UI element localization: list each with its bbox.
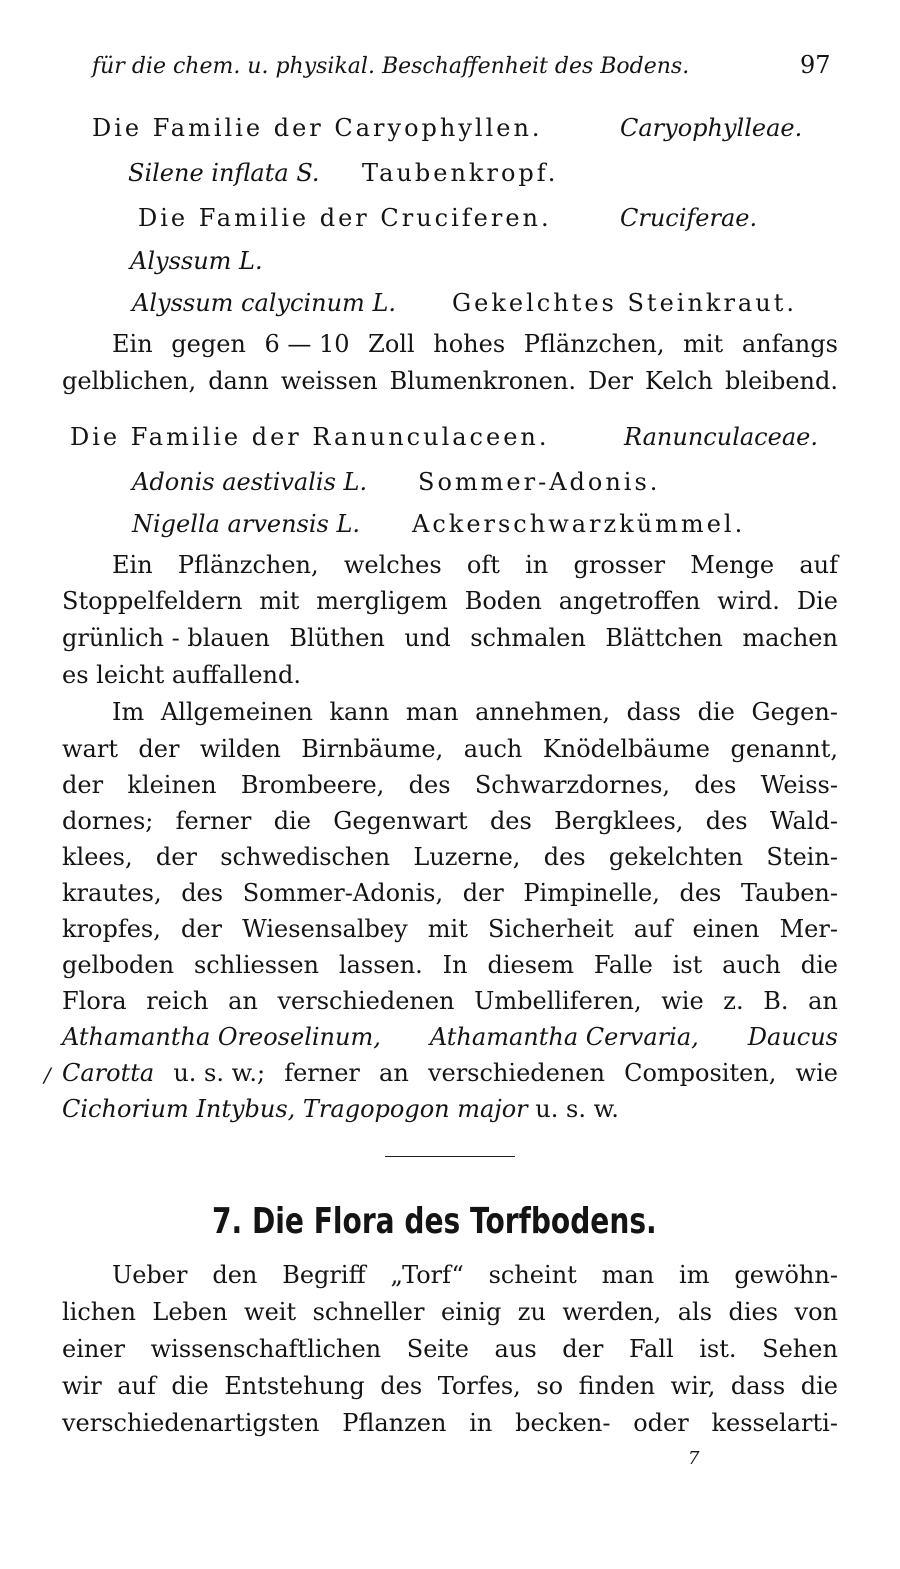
species-common-ackerschwarzkuemmel: Ackerschwarzkümmel.	[412, 510, 746, 538]
page-number: 97	[800, 51, 831, 79]
text-line: gelblichen, dann weissen Blumenkronen. Der Kelch bleibend.	[62, 367, 838, 395]
species-adonis: Adonis aestivalis L.	[132, 468, 368, 496]
text-line: wart der wilden Birnbäume, auch Knödelbäume genannt,	[62, 735, 838, 763]
text-line: Athamantha Oreoselinum, Athamantha Cervaria, Daucus	[62, 1023, 838, 1051]
text-line: Ein gegen 6 — 10 Zoll hohes Pflänzchen, mit anfangs	[112, 330, 838, 358]
text-line: Ein Pflänzchen, welches oft in grosser Menge auf	[112, 551, 838, 579]
species-common-taubenkropf: Taubenkropf.	[362, 159, 559, 187]
text-line: dornes; ferner die Gegenwart des Bergklees, des Wald-	[62, 807, 838, 835]
text-line: Stoppelfeldern mit mergligem Boden angetroffen wird. Die	[62, 587, 838, 615]
family-heading-caryophyllen: Die Familie der Caryophyllen.	[92, 114, 543, 142]
genus-alyssum: Alyssum L.	[130, 247, 263, 275]
family-latin-ranunculaceae: Ranunculaceae.	[624, 423, 818, 451]
running-title: für die chem. u. physikal. Beschaffenheit des Bodens.	[92, 54, 690, 79]
text-line: lichen Leben weit schneller einig zu werden, als dies von	[62, 1298, 838, 1326]
text-line: einer wissenschaftlichen Seite aus der Fall ist. Sehen	[62, 1335, 838, 1363]
family-heading-ranunculaceen: Die Familie der Ranunculaceen.	[70, 423, 550, 451]
text-line: verschiedenartigsten Pflanzen in becken- oder kesselarti-	[62, 1409, 838, 1437]
text-line: klees, der schwedischen Luzerne, des gekelchten Stein-	[62, 843, 838, 871]
species-common-sommer-adonis: Sommer-Adonis.	[418, 468, 661, 496]
section-divider	[385, 1156, 515, 1157]
text-line: Carotta u. s. w.; ferner an verschiedenen Compositen, wie	[62, 1059, 838, 1087]
species-alyssum-calycinum: Alyssum calycinum L.	[132, 289, 397, 317]
text-line: kropfes, der Wiesensalbey mit Sicherheit auf einen Mer-	[62, 915, 838, 943]
text-line: krautes, des Sommer-Adonis, der Pimpinelle, des Tauben-	[62, 879, 838, 907]
species-silene: Silene inflata S.	[128, 159, 320, 187]
text-line: es leicht auffallend.	[62, 661, 302, 689]
margin-mark: /	[44, 1063, 51, 1087]
signature-mark: 7	[688, 1448, 700, 1469]
text-line: Ueber den Begriff „Torf“ scheint man im gewöhn-	[112, 1261, 838, 1289]
family-heading-cruciferen: Die Familie der Cruciferen.	[138, 204, 552, 232]
text-line: der kleinen Brombeere, des Schwarzdornes, des Weiss-	[62, 771, 838, 799]
text-line: Cichorium Intybus, Tragopogon major u. s. w.	[62, 1095, 619, 1123]
text-line: Flora reich an verschiedenen Umbelliferen, wie z. B. an	[62, 987, 838, 1015]
text-line: Im Allgemeinen kann man annehmen, dass die Gegen-	[112, 698, 838, 726]
text-line: gelboden schliessen lassen. In diesem Falle ist auch die	[62, 951, 838, 979]
section-heading: 7. Die Flora des Torfbodens.	[212, 1201, 657, 1242]
text-line: grünlich - blauen Blüthen und schmalen Blättchen machen	[62, 624, 838, 652]
family-latin-caryophylleae: Caryophylleae.	[620, 114, 803, 142]
species-nigella: Nigella arvensis L.	[132, 510, 361, 538]
text-line: wir auf die Entstehung des Torfes, so finden wir, dass die	[62, 1372, 838, 1400]
species-common-steinkraut: Gekelchtes Steinkraut.	[452, 289, 797, 317]
family-latin-cruciferae: Cruciferae.	[620, 204, 758, 232]
